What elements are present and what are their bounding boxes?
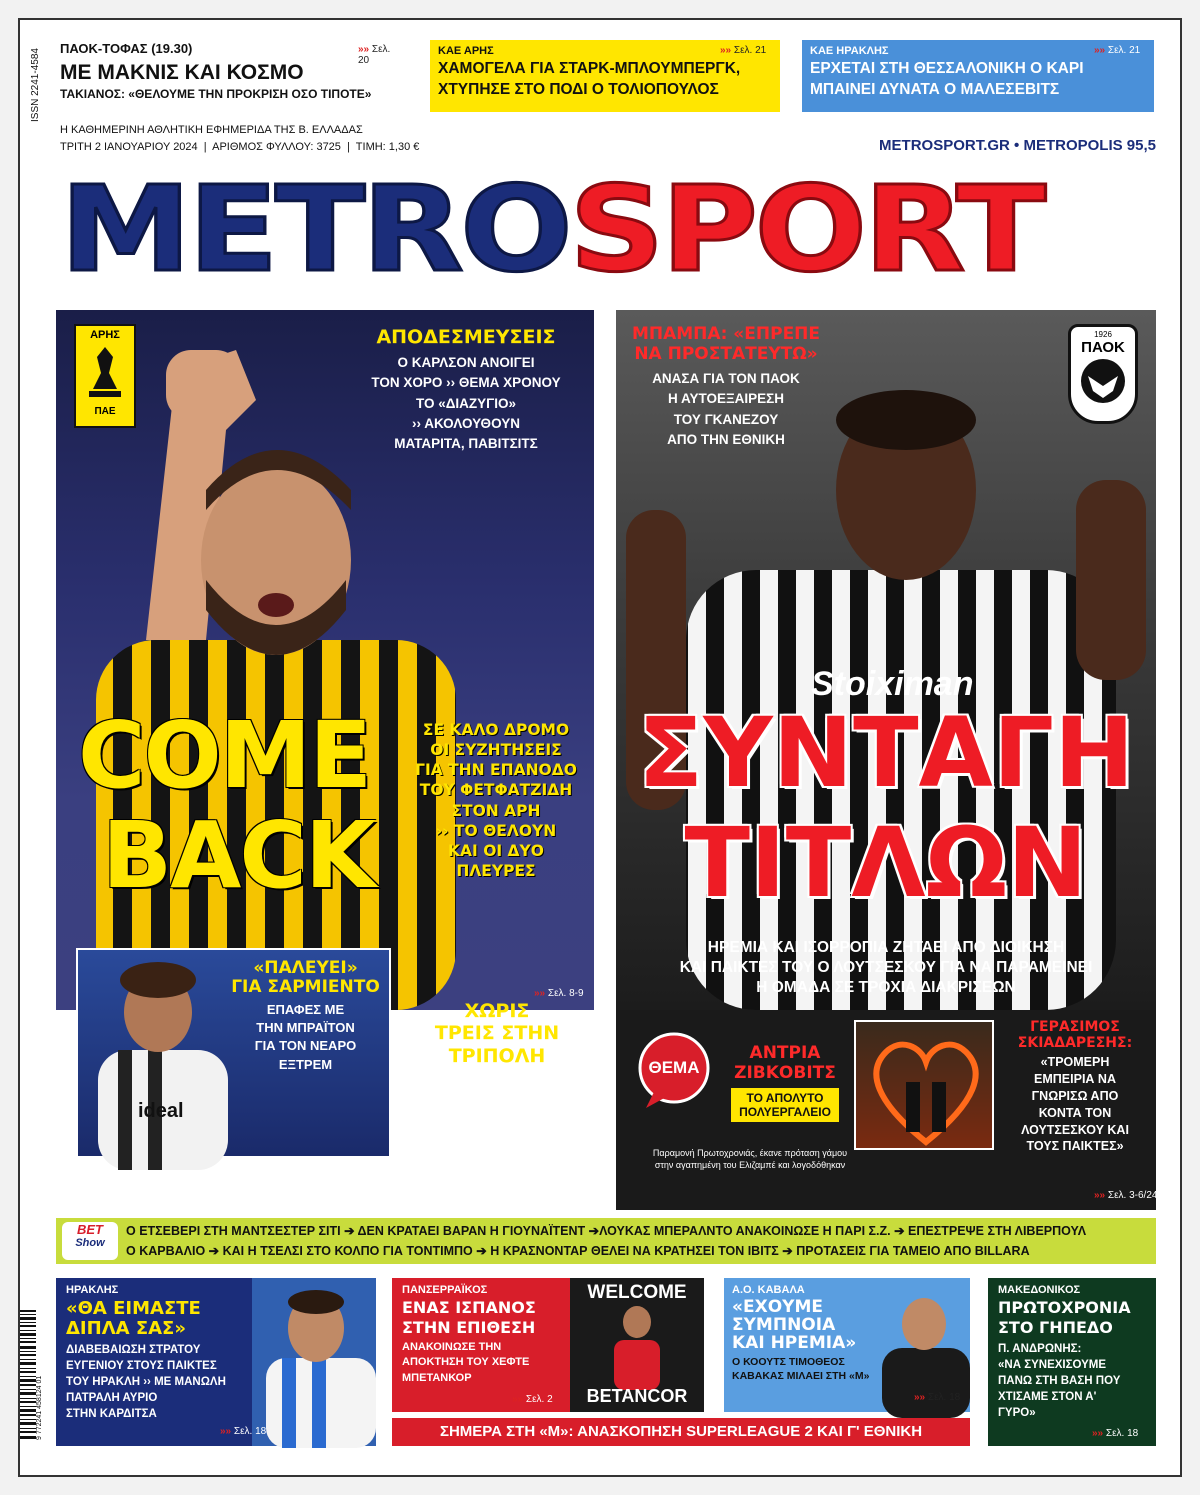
top-story-middle[interactable] <box>430 40 780 112</box>
sarmiento-lines <box>218 1001 393 1074</box>
top-mid-line1: ΧΑΜΟΓΕΛΑ ΓΙΑ ΣΤΑΡΚ-ΜΠΛΟΥΜΠΕΡΓΚ, <box>438 60 741 78</box>
iraklis-text <box>66 1284 266 1422</box>
skiadaresis-name2: ΣΚΙΑΔΑΡΕΣΗΣ: <box>1017 1035 1133 1051</box>
paok-subtitle-line: Η ΟΜΑΔΑ ΣΕ ΤΡΟΧΙΑ ΔΙΑΚΡΙΣΕΩΝ <box>756 979 1016 997</box>
baba-line: ΑΝΑΣΑ ΓΙΑ ΤΟΝ ΠΑΟΚ <box>652 371 800 386</box>
ticker-line1: Ο ΕΤΣΕΒΕΡΙ ΣΤΗ ΜΑΝΤΣΕΣΤΕΡ ΣΙΤΙ ➔ ΔΕΝ ΚΡΑΤΑΕΙ ΒΑΡΑΝ Η ΓΙΟΥΝΑΪΤΕΝΤ ➔ΛΟΥΚΑΣ ΜΠΕΡΑΛΝΤΟ ΑΝΑΚΟΙΝΩΣΕ Η ΠΑΡΙ Σ.Ζ. ➔ ΕΠΕΣΤΡΕΨΕ ΣΤΗ ΛΙΒΕΡΠΟΥΛ <box>126 1224 1087 1238</box>
thema-badge <box>634 1030 714 1110</box>
aris-page: »» Σελ. 8-9 <box>534 988 584 999</box>
fetfatzidis-line: ›› ΤΟ ΘΕΛΟΥΝ <box>435 821 557 840</box>
betancor-figure <box>600 1304 674 1390</box>
skiadaresis-lines <box>1000 1054 1150 1155</box>
masthead-sport: SPORT <box>569 160 1043 298</box>
panserraikos-title2: ΣΤΗΝ ΕΠΙΘΕΣΗ <box>402 1318 536 1337</box>
panserraikos-text <box>402 1284 572 1386</box>
skiadaresis-story[interactable] <box>1000 1020 1150 1155</box>
releases-line: ΤΟΝ ΧΟΡΟ ›› ΘΕΜΑ ΧΡΟΝΟΥ <box>371 375 561 391</box>
skiadaresis-line: ΤΟΥΣ ΠΑΙΚΤΕΣ» <box>1026 1139 1124 1154</box>
makedonikos-line: Π. ΑΝΔΡΩΝΗΣ: <box>998 1343 1082 1355</box>
aris-releases-box <box>346 328 586 454</box>
iraklis-line: ΕΥΓΕΝΙΟΥ ΣΤΟΥΣ ΠΑΙΚΤΕΣ <box>66 1360 217 1373</box>
skiadaresis-name1: ΓΕΡΑΣΙΜΟΣ <box>1030 1019 1120 1035</box>
iraklis-kicker: ΗΡΑΚΛΗΣ <box>66 1284 119 1296</box>
aris-main-story[interactable] <box>56 310 594 1150</box>
kavala-line: Ο ΚΟΟΥΤΣ ΤΙΜΟΘΕΟΣ <box>732 1356 845 1368</box>
kavala-line: ΚΑΒΑΚΑΣ ΜΙΛΑΕΙ ΣΤΗ «Μ» <box>732 1370 870 1383</box>
betshow-logo2: Show <box>75 1237 105 1249</box>
skiadaresis-line: ΕΜΠΕΙΡΙΑ ΝΑ <box>1034 1071 1116 1086</box>
betshow-ticker[interactable] <box>56 1218 1156 1264</box>
issue-info: ΤΡΙΤΗ 2 ΙΑΝΟΥΑΡΙΟΥ 2024 | ΑΡΙΘΜΟΣ ΦΥΛΛΟΥ: 3725 | ΤΙΜΗ: 1,30 € <box>60 141 420 153</box>
tripoli-line: ΒΕΛΕΘ, ΓΚΑΡΘΙΑ <box>447 1137 547 1150</box>
betancor-name: BETANCOR <box>586 1386 688 1406</box>
iraklis-page: »» Σελ. 18 <box>220 1426 266 1437</box>
tripoli-title-line: ΤΡΕΙΣ ΣΤΗΝ <box>434 1022 560 1045</box>
zivkovic-tag1: ΤΟ ΑΠΟΛΥΤΟ <box>746 1091 824 1105</box>
top-mid-line2: ΧΤΥΠΗΣΕ ΣΤΟ ΠΟΔΙ Ο ΤΟΛΙΟΠΟΥΛΟΣ <box>438 80 719 98</box>
betshow-logo1: BET <box>77 1222 103 1237</box>
aris-badge-bottom: ΠΑΕ <box>94 406 116 417</box>
today-in-m-banner[interactable]: ΣΗΜΕΡΑ ΣΤΗ «Μ»: ΑΝΑΣΚΟΠΗΣΗ SUPERLEAGUE 2 ΚΑΙ Γ' ΕΘΝΙΚΗ <box>392 1418 970 1446</box>
fetfatzidis-line: ΚΑΙ ΟΙ ΔΥΟ <box>448 841 544 860</box>
sarmiento-line: ΤΗΝ ΜΠΡΑΪΤΟΝ <box>256 1020 355 1036</box>
barcode-digits: 9 772241 458124 01 <box>36 1375 43 1440</box>
panserraikos-line: ΑΝΑΚΟΙΝΩΣΕ ΤΗΝ <box>402 1341 502 1353</box>
top-left-page: »» Σελ. 20 <box>358 44 400 66</box>
fetfatzidis-line: ΤΟΥ ΦΕΤΦΑΤΖΙΔΗ <box>419 781 573 800</box>
tripoli-line: Ο ΤΙΜΩΡΗΜΕΝΟΣ <box>447 1089 547 1102</box>
makedonikos-line: ΧΤΙΣΑΜΕ ΣΤΟΝ Α' <box>998 1391 1097 1404</box>
betancor-photo <box>570 1278 704 1412</box>
headline-titlon: ΤΙΤΛΩΝ <box>684 807 1088 919</box>
baba-line: ΑΠΟ ΤΗΝ ΕΘΝΙΚΗ <box>667 431 785 447</box>
kavala-title2: ΣΥΜΠΝΟΙΑ <box>732 1315 836 1335</box>
top-left-title: ΜΕ ΜΑΚΝΙΣ ΚΑΙ ΚΟΣΜΟ <box>60 60 304 84</box>
tripoli-lines <box>402 1071 592 1151</box>
releases-title: ΑΠΟΔΕΣΜΕΥΣΕΙΣ <box>376 326 556 348</box>
panserraikos-kicker: ΠΑΝΣΕΡΡΑΪΚΟΣ <box>402 1284 488 1296</box>
headline-come: COME <box>78 702 371 809</box>
makedonikos-story[interactable] <box>988 1278 1156 1446</box>
paok-badge-year: 1926 <box>1094 330 1112 339</box>
sarmiento-inset[interactable] <box>76 948 391 1158</box>
iraklis-title2: ΔΙΠΛΑ ΣΑΣ» <box>66 1318 186 1339</box>
iraklis-player-photo <box>252 1278 376 1446</box>
releases-line: ›› ΑΚΟΛΟΥΘΟΥΝ <box>412 415 520 431</box>
kavala-page: »» Σελ. 18 <box>914 1392 960 1403</box>
proposal-caption: Παραμονή Πρωτοχρονιάς, έκανε πρόταση γάμου στην αγαπημένη του Ελιζαμπέ και λογοδόθηκαν <box>652 1148 848 1170</box>
kavala-story[interactable] <box>724 1278 970 1412</box>
paok-subtitle-line: ΗΡΕΜΙΑ ΚΑΙ ΙΣΟΡΡΟΠΙΑ ΖΗΤΑΕΙ ΑΠΟ ΔΙΟΙΚΗΣΗ <box>707 939 1065 956</box>
top-story-right[interactable] <box>802 40 1154 112</box>
makedonikos-title2: ΣΤΟ ΓΗΠΕΔΟ <box>998 1318 1113 1337</box>
makedonikos-line: ΓΥΡΟ» <box>998 1407 1036 1420</box>
kavala-lines <box>732 1355 892 1383</box>
paok-main-story[interactable] <box>616 310 1156 1010</box>
iraklis-lines <box>66 1342 266 1422</box>
baba-line: Η ΑΥΤΟΕΞΑΙΡΕΣΗ <box>667 391 785 407</box>
sarmiento-title2: ΓΙΑ ΣΑΡΜΙΕΝΤΟ <box>231 977 380 997</box>
makedonikos-kicker: ΜΑΚΕΔΟΝΙΚΟΣ <box>998 1284 1081 1296</box>
aris-club-badge <box>74 324 136 428</box>
baba-quote <box>626 326 826 450</box>
skiadaresis-line: «ΤΡΟΜΕΡΗ <box>1040 1055 1110 1069</box>
zivkovic-story[interactable] <box>710 1045 860 1122</box>
kavala-text <box>732 1284 892 1383</box>
panserraikos-line: ΜΠΕΤΑΝΚΟΡ <box>402 1371 472 1384</box>
zivkovic-tag2: ΠΟΛΥΕΡΓΑΛΕΙΟ <box>739 1105 831 1119</box>
tripoli-story <box>402 1000 592 1152</box>
heart-icon <box>856 1022 996 1152</box>
fetfatzidis-line: ΟΙ ΣΥΖΗΤΗΣΕΙΣ <box>430 741 562 760</box>
top-story-left[interactable] <box>60 42 400 112</box>
kavala-title1: «ΕΧΟΥΜΕ <box>732 1297 823 1317</box>
aris-badge-top: ΑΡΗΣ <box>90 329 120 341</box>
baba-quote2: ΝΑ ΠΡΟΣΤΑΤΕΥΤΩ» <box>634 344 818 364</box>
issn-number: ISSN 2241-4584 <box>30 48 41 122</box>
releases-line: Ο ΚΑΡΛΣΟΝ ΑΝΟΙΓΕΙ <box>397 355 535 370</box>
makedonikos-lines <box>998 1341 1148 1421</box>
skiadaresis-line: ΓΝΩΡΙΣΩ ΑΠΟ <box>1031 1088 1119 1103</box>
paok-page: »» Σελ. 3-6/24 <box>1094 1190 1157 1201</box>
tagline: Η ΚΑΘΗΜΕΡΙΝΗ ΑΘΛΗΤΙΚΗ ΕΦΗΜΕΡΙΔΑ ΤΗΣ Β. ΕΛΛΑΔΑΣ <box>60 124 363 136</box>
kavala-title3: ΚΑΙ ΗΡΕΜΙΑ» <box>732 1333 857 1353</box>
sarmiento-line: ΓΙΑ ΤΟΝ ΝΕΑΡΟ <box>254 1038 357 1054</box>
top-right-kicker: ΚΑΕ ΗΡΑΚΛΗΣ <box>810 45 889 57</box>
ticker-line2: Ο ΚΑΡΒΑΛΙΟ ➔ ΚΑΙ Η ΤΣΕΛΣΙ ΣΤΟ ΚΟΛΠΟ ΓΙΑ ΤΟΝΤΙΜΠΟ ➔ Η ΚΡΑΣΝΟΝΤΑΡ ΘΕΛΕΙ ΝΑ ΚΡΑΤΗΣΕΙ ΤΟΝ ΙΒΙΤΣ ➔ ΠΡΟΤΑΣΕΙΣ ΓΙΑ ΤΑΜΕΙΟ ΑΠΟ BILLARA <box>126 1244 1030 1258</box>
zivkovic-tag <box>731 1088 839 1122</box>
paok-subtitle <box>616 938 1156 998</box>
makedonikos-line: ΠΑΝΩ ΣΤΗ ΒΑΣΗ ΠΟΥ <box>998 1375 1121 1388</box>
barcode <box>20 1310 36 1440</box>
iraklis-line: ΔΙΑΒΕΒΑΙΩΣΗ ΣΤΡΑΤΟΥ <box>66 1344 201 1356</box>
top-mid-page: »» Σελ. 21 <box>720 45 766 56</box>
tripoli-title-line: ΤΡΙΠΟΛΗ <box>448 1044 546 1067</box>
betshow-logo <box>62 1222 118 1260</box>
tripoli-line: ΟΙ ΤΡΑΥΜΑΤΙΕΣ <box>454 1121 540 1134</box>
shirt-sponsor: ideal <box>138 1100 184 1122</box>
panserraikos-lines <box>402 1340 572 1386</box>
fetfatzidis-line: ΣΕ ΚΑΛΟ ΔΡΟΜΟ <box>422 721 570 739</box>
aris-god-icon <box>85 343 125 401</box>
baba-line: ΤΟΥ ΓΚΑΝΕΖΟΥ <box>673 411 779 427</box>
website-radio[interactable]: METROSPORT.GR • METROPOLIS 95,5 <box>879 137 1156 154</box>
makedonikos-text <box>998 1284 1148 1421</box>
releases-line: ΜΑΤΑΡΙΤΑ, ΠΑΒΙΤΣΙΤΣ <box>394 436 538 451</box>
tripoli-title-line: ΧΩΡΙΣ <box>464 1000 530 1022</box>
top-mid-kicker: ΚΑΕ ΑΡΗΣ <box>438 45 494 57</box>
headline-syntagi: ΣΥΝΤΑΓΗ <box>637 697 1135 809</box>
iraklis-story[interactable] <box>56 1278 376 1446</box>
tripoli-line: ΣΙΓΟΥΡΟΙ ΑΠΟΝΤΕΣ <box>441 1073 553 1086</box>
zivkovic-name2: ΖΙΒΚΟΒΙΤΣ <box>734 1063 836 1083</box>
welcome-text: WELCOME <box>587 1282 687 1303</box>
kavala-kicker: Α.Ο. ΚΑΒΑΛΑ <box>732 1284 805 1296</box>
top-left-kicker: ΠΑΟΚ-ΤΟΦΑΣ (19.30) <box>60 41 193 56</box>
proposal-photo <box>854 1020 994 1150</box>
panserraikos-title1: ΕΝΑΣ ΙΣΠΑΝΟΣ <box>402 1298 536 1317</box>
paok-subtitle-line: ΚΑΙ ΠΑΙΚΤΕΣ ΤΟΥ Ο ΛΟΥΤΣΕΣΚΟΥ ΓΙΑ ΝΑ ΠΑΡΑΜΕΙΝΕΙ <box>679 959 1093 977</box>
skiadaresis-line: ΛΟΥΤΣΕΣΚΟΥ ΚΑΙ <box>1021 1122 1129 1137</box>
double-eagle-icon <box>1078 356 1128 406</box>
fetfatzidis-line: ΓΙΑ ΤΗΝ ΕΠΑΝΟΔΟ <box>415 761 577 780</box>
top-left-sub: ΤΑΚΙΑΝΟΣ: «ΘΕΛΟΥΜΕ ΤΗΝ ΠΡΟΚΡΙΣΗ ΟΣΟ ΤΙΠΟΤΕ» <box>60 87 372 102</box>
tripoli-line: ΝΤΑΡΙΝΤΑ ΚΑΙ <box>457 1105 537 1118</box>
thema-label: ΘΕΜΑ <box>648 1058 700 1077</box>
paok-badge-name: ΠΑΟΚ <box>1081 339 1125 356</box>
makedonikos-page: »» Σελ. 18 <box>1092 1428 1138 1439</box>
makedonikos-title1: ΠΡΩΤΟΧΡΟΝΙΑ <box>998 1298 1131 1317</box>
makedonikos-line: «ΝΑ ΣΥΝΕΧΙΣΟΥΜΕ <box>998 1359 1107 1372</box>
tripoli-title <box>402 1000 592 1067</box>
top-right-line2: ΜΠΑΙΝΕΙ ΔΥΝΑΤΑ Ο ΜΑΛΕΣΕΒΙΤΣ <box>810 80 1060 98</box>
panserraikos-page: »» Σελ. 2 <box>512 1394 553 1405</box>
newspaper-front-page <box>18 18 1182 1477</box>
skiadaresis-line: ΚΟΝΤΑ ΤΟΝ <box>1038 1105 1112 1120</box>
releases-lines <box>346 353 586 454</box>
sarmiento-line: ΕΠΑΦΕΣ ΜΕ <box>266 1002 345 1017</box>
top-right-line1: ΕΡΧΕΤΑΙ ΣΤΗ ΘΕΣΣΑΛΟΝΙΚΗ Ο ΚΑΡΙ <box>810 60 1084 78</box>
iraklis-title1: «ΘΑ ΕΙΜΑΣΤΕ <box>66 1298 201 1319</box>
sarmiento-text <box>218 960 393 1074</box>
iraklis-line: ΣΤΗΝ ΚΑΡΔΙΤΣΑ <box>66 1408 157 1421</box>
fetfatzidis-line: ΣΤΟΝ ΑΡΗ <box>451 801 541 820</box>
fetfatzidis-line: ΠΛΕΥΡΕΣ <box>456 861 536 880</box>
panserraikos-story[interactable] <box>392 1278 704 1412</box>
top-right-page: »» Σελ. 21 <box>1094 45 1140 56</box>
aris-story-text <box>396 720 596 881</box>
paok-club-badge <box>1068 324 1138 424</box>
iraklis-line: ΠΑΤΡΑΛΗ ΑΥΡΙΟ <box>66 1392 158 1405</box>
iraklis-line: ΤΟΥ ΗΡΑΚΛΗ ›› ΜΕ ΜΑΝΩΛΗ <box>66 1376 226 1389</box>
sponsor-logo: Stoiximan <box>811 665 974 703</box>
zivkovic-name1: ΑΝΤΡΙΑ <box>749 1043 821 1063</box>
releases-line: ΤΟ «ΔΙΑΖΥΓΙΟ» <box>415 395 517 411</box>
headline-back: BACK <box>102 802 375 909</box>
baba-quote1: ΜΠΑΜΠΑ: «ΕΠΡΕΠΕ <box>631 324 821 344</box>
baba-lines <box>626 369 826 450</box>
sarmiento-line: ΕΞΤΡΕΜ <box>278 1056 333 1072</box>
sarmiento-title1: «ΠΑΛΕΥΕΙ» <box>253 958 358 978</box>
masthead-metro: METRO <box>60 160 570 298</box>
panserraikos-line: ΑΠΟΚΤΗΣΗ ΤΟΥ ΧΕΦΤΕ <box>402 1356 530 1369</box>
masthead-logo <box>60 160 1043 298</box>
barcode-icon <box>20 1310 36 1440</box>
